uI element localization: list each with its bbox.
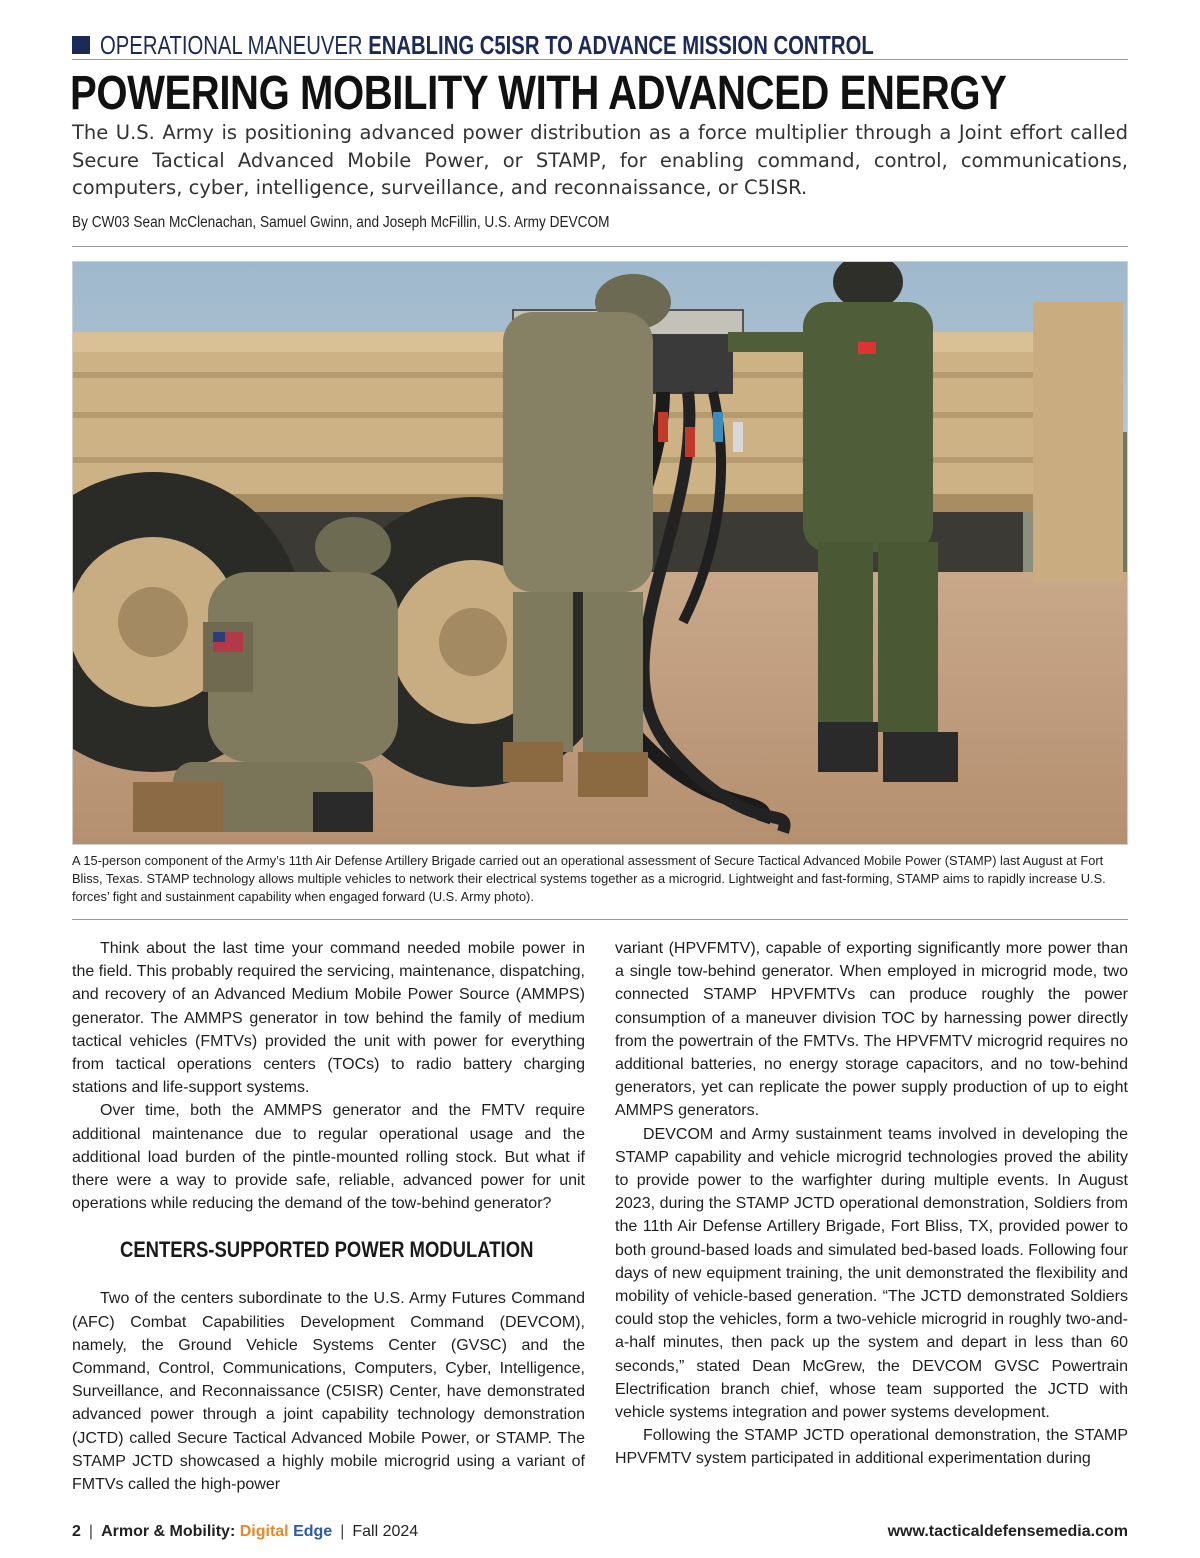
section-subhead: CENTERS-SUPPORTED POWER MODULATION <box>120 1237 534 1263</box>
magazine-name-edge: Edge <box>293 1523 333 1540</box>
left-column <box>72 937 585 1496</box>
page-footer <box>72 1520 1128 1544</box>
kicker-square-icon <box>72 36 90 54</box>
article-photo <box>72 261 1128 845</box>
magazine-name <box>101 1523 332 1541</box>
paragraph: Over time, both the AMMPS generator and the FMTV require additional maintenance due to regular operational usage and the additional load burden of the pintle-mounted rolling stock. But what if there were a way to provide safe, reliable, advanced power for unit operations while reducing the demand of the tow-behind generator? <box>72 1102 585 1213</box>
footer-left <box>72 1523 418 1541</box>
photo-caption: A 15-person component of the Army’s 11th Air Defense Artillery Brigade carried out an operational assessment of Secure Tactical Advanced Mobile Power (STAMP) last August at Fort Bliss, Texas. STAMP technology allows multiple vehicles to network their electrical systems together as a microgrid. Lightweight and fast-forming, STAMP aims to rapidly increase U.S. forces’ fight and sustainment capability when engaged forward (U.S. Army photo). <box>72 853 1106 904</box>
paragraph: Think about the last time your command needed mobile power in the field. This probably required the servicing, maintenance, dispatching, and recovery of an Advanced Medium Mobile Power Source (AMMPS) generator. The AMMPS generator in tow behind the family of medium tactical vehicles (FMTVs) provided the unit with power for everything from tactical operations centers (TOCs) to radio battery charging stations and life-support systems. <box>72 940 585 1097</box>
paragraph: DEVCOM and Army sustainment teams involved in developing the STAMP capability and vehicle microgrid technologies proved the ability to provide power to the warfighter during multiple events. In August 2023, during the STAMP JCTD operational demonstration, Soldiers from the 11th Air Defense Artillery Brigade, Fort Bliss, TX, provided power to both ground-based loads and simulated bed-based loads. Following four days of new equipment training, the unit demonstrated the flexibility and mobility of vehicle-based generation. “The JCTD demonstrated Soldiers could stop the vehicles, form a two-vehicle microgrid in roughly two-and-a-half minutes, then pack up the system and depart in less than 60 seconds,” stated Dean McGrew, the DEVCOM GVSC Powertrain Electrification branch chief, whose team supported the JCTD with vehicle systems integration and power systems development. <box>615 1125 1128 1422</box>
paragraph: variant (HPVFMTV), capable of exporting significantly more power than a single tow-behind generator. When employed in microgrid mode, two connected STAMP HPVFMTVs can produce roughly the power consumption of a maneuver division TOC by harnessing power directly from the powertrain of the FMTVs. The HPVFMTV microgrid requires no additional batteries, no energy storage capacitors, and no tow-behind generators, yet can replicate the power supply production of up to eight AMMPS generators. <box>615 940 1128 1120</box>
magazine-name-main: Armor & Mobility: <box>101 1523 236 1540</box>
paragraph: Following the STAMP JCTD operational demonstration, the STAMP HPVFMTV system participated in additional experimentation during <box>615 1427 1128 1468</box>
kicker-text <box>100 30 1040 61</box>
article-deck: The U.S. Army is positioning advanced power distribution as a force multiplier through a Joint effort called Secure Tactical Advanced Mobile Power, or STAMP, for enabling command, control, communications, computers, cyber, intelligence, surveillance, and reconnaissance, or C5ISR. <box>72 121 1128 199</box>
website-link[interactable]: www.tacticaldefensemedia.com <box>887 1523 1128 1540</box>
byline-divider <box>72 246 1128 247</box>
magazine-name-digital: Digital <box>239 1523 289 1540</box>
page-number: 2 <box>72 1523 81 1540</box>
article-headline: POWERING MOBILITY WITH ADVANCED ENERGY <box>70 67 1007 120</box>
kicker-divider <box>72 59 1128 60</box>
footer-separator: | <box>340 1523 345 1540</box>
footer-separator: | <box>88 1523 94 1540</box>
issue-label: Fall 2024 <box>352 1523 419 1540</box>
section-kicker <box>72 30 1128 60</box>
article-byline: By CW03 Sean McClenachan, Samuel Gwinn, and Joseph McFillin, U.S. Army DEVCOM <box>72 214 610 231</box>
kicker-topic-label: ENABLING C5ISR TO ADVANCE MISSION CONTROL <box>368 29 874 60</box>
right-column <box>615 937 1128 1471</box>
caption-divider <box>72 919 1128 920</box>
paragraph: Two of the centers subordinate to the U.S. Army Futures Command (AFC) Combat Capabilities Development Command (DEVCOM), namely, the Ground Vehicle Systems Center (GVSC) and the Command, Control, Communications, Computers, Cyber, Intelligence, Surveillance, and Reconnaissance (C5ISR) Center, have demonstrated advanced power through a joint capability technology demonstration (JCTD) called Secure Tactical Advanced Mobile Power, or STAMP. The STAMP JCTD showcased a highly mobile microgrid using a variant of FMTVs called the high-power <box>72 1290 585 1494</box>
kicker-section-label: OPERATIONAL MANEUVER <box>100 29 363 60</box>
